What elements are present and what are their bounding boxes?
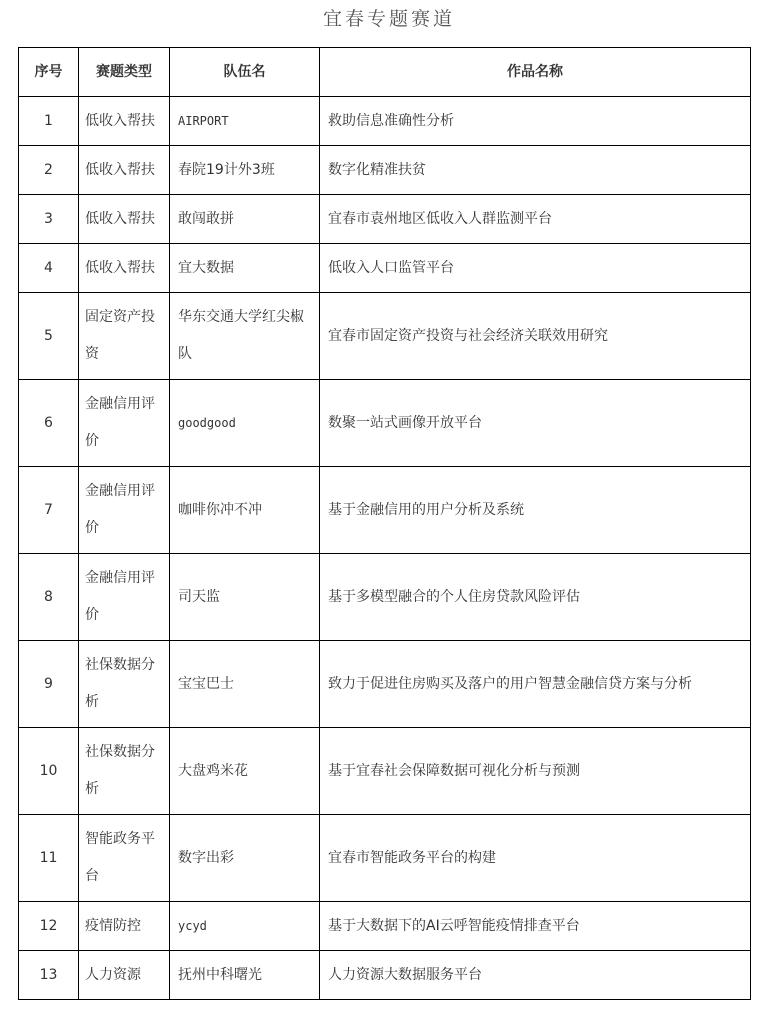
cell-work: 基于宜春社会保障数据可视化分析与预测 (320, 728, 751, 815)
cell-type: 社保数据分析 (79, 728, 170, 815)
table-row (19, 146, 751, 195)
cell-team: 抚州中科曙光 (170, 951, 320, 1000)
cell-team: 咖啡你冲不冲 (170, 467, 320, 554)
cell-work: 数字化精准扶贫 (320, 146, 751, 195)
cell-type: 智能政务平台 (79, 815, 170, 902)
cell-type: 人力资源 (79, 951, 170, 1000)
table-row (19, 554, 751, 641)
cell-work: 基于多模型融合的个人住房贷款风险评估 (320, 554, 751, 641)
cell-type: 低收入帮扶 (79, 146, 170, 195)
header-type: 赛题类型 (79, 48, 170, 97)
cell-work: 宜春市智能政务平台的构建 (320, 815, 751, 902)
table-row (19, 641, 751, 728)
cell-team: ycyd (170, 902, 320, 951)
page-title: 宜春专题赛道 (322, 8, 455, 30)
cell-work: 救助信息准确性分析 (320, 97, 751, 146)
cell-no: 12 (19, 902, 79, 951)
header-team: 队伍名 (170, 48, 320, 97)
cell-work: 人力资源大数据服务平台 (320, 951, 751, 1000)
cell-team: AIRPORT (170, 97, 320, 146)
table-row (19, 97, 751, 146)
cell-work: 低收入人口监管平台 (320, 244, 751, 293)
header-work: 作品名称 (320, 48, 751, 97)
cell-type: 金融信用评价 (79, 554, 170, 641)
table-row (19, 902, 751, 951)
table-row (19, 951, 751, 1000)
table-header-row (19, 48, 751, 97)
cell-work: 基于大数据下的AI云呼智能疫情排查平台 (320, 902, 751, 951)
cell-type: 低收入帮扶 (79, 195, 170, 244)
cell-team: 大盘鸡米花 (170, 728, 320, 815)
cell-team: 春院19计外3班 (170, 146, 320, 195)
cell-work: 数聚一站式画像开放平台 (320, 380, 751, 467)
cell-type: 社保数据分析 (79, 641, 170, 728)
cell-team: goodgood (170, 380, 320, 467)
cell-no: 11 (19, 815, 79, 902)
cell-no: 2 (19, 146, 79, 195)
cell-no: 10 (19, 728, 79, 815)
cell-no: 3 (19, 195, 79, 244)
cell-type: 固定资产投资 (79, 293, 170, 380)
cell-type: 低收入帮扶 (79, 244, 170, 293)
cell-team: 华东交通大学红尖椒队 (170, 293, 320, 380)
cell-team: 司天监 (170, 554, 320, 641)
cell-no: 1 (19, 97, 79, 146)
table-row (19, 380, 751, 467)
cell-no: 4 (19, 244, 79, 293)
table-row (19, 815, 751, 902)
cell-team: 宝宝巴士 (170, 641, 320, 728)
cell-no: 7 (19, 467, 79, 554)
table-row (19, 467, 751, 554)
cell-type: 金融信用评价 (79, 467, 170, 554)
cell-work: 基于金融信用的用户分析及系统 (320, 467, 751, 554)
cell-no: 8 (19, 554, 79, 641)
header-no: 序号 (19, 48, 79, 97)
cell-no: 9 (19, 641, 79, 728)
results-table (18, 47, 751, 1000)
cell-work: 致力于促进住房购买及落户的用户智慧金融信贷方案与分析 (320, 641, 751, 728)
table-row (19, 728, 751, 815)
cell-work: 宜春市袁州地区低收入人群监测平台 (320, 195, 751, 244)
cell-team: 数字出彩 (170, 815, 320, 902)
cell-work: 宜春市固定资产投资与社会经济关联效用研究 (320, 293, 751, 380)
cell-no: 6 (19, 380, 79, 467)
cell-type: 金融信用评价 (79, 380, 170, 467)
cell-type: 疫情防控 (79, 902, 170, 951)
cell-team: 宜大数据 (170, 244, 320, 293)
cell-no: 13 (19, 951, 79, 1000)
cell-type: 低收入帮扶 (79, 97, 170, 146)
table-row (19, 293, 751, 380)
table-row (19, 195, 751, 244)
cell-team: 敢闯敢拼 (170, 195, 320, 244)
cell-no: 5 (19, 293, 79, 380)
table-row (19, 244, 751, 293)
